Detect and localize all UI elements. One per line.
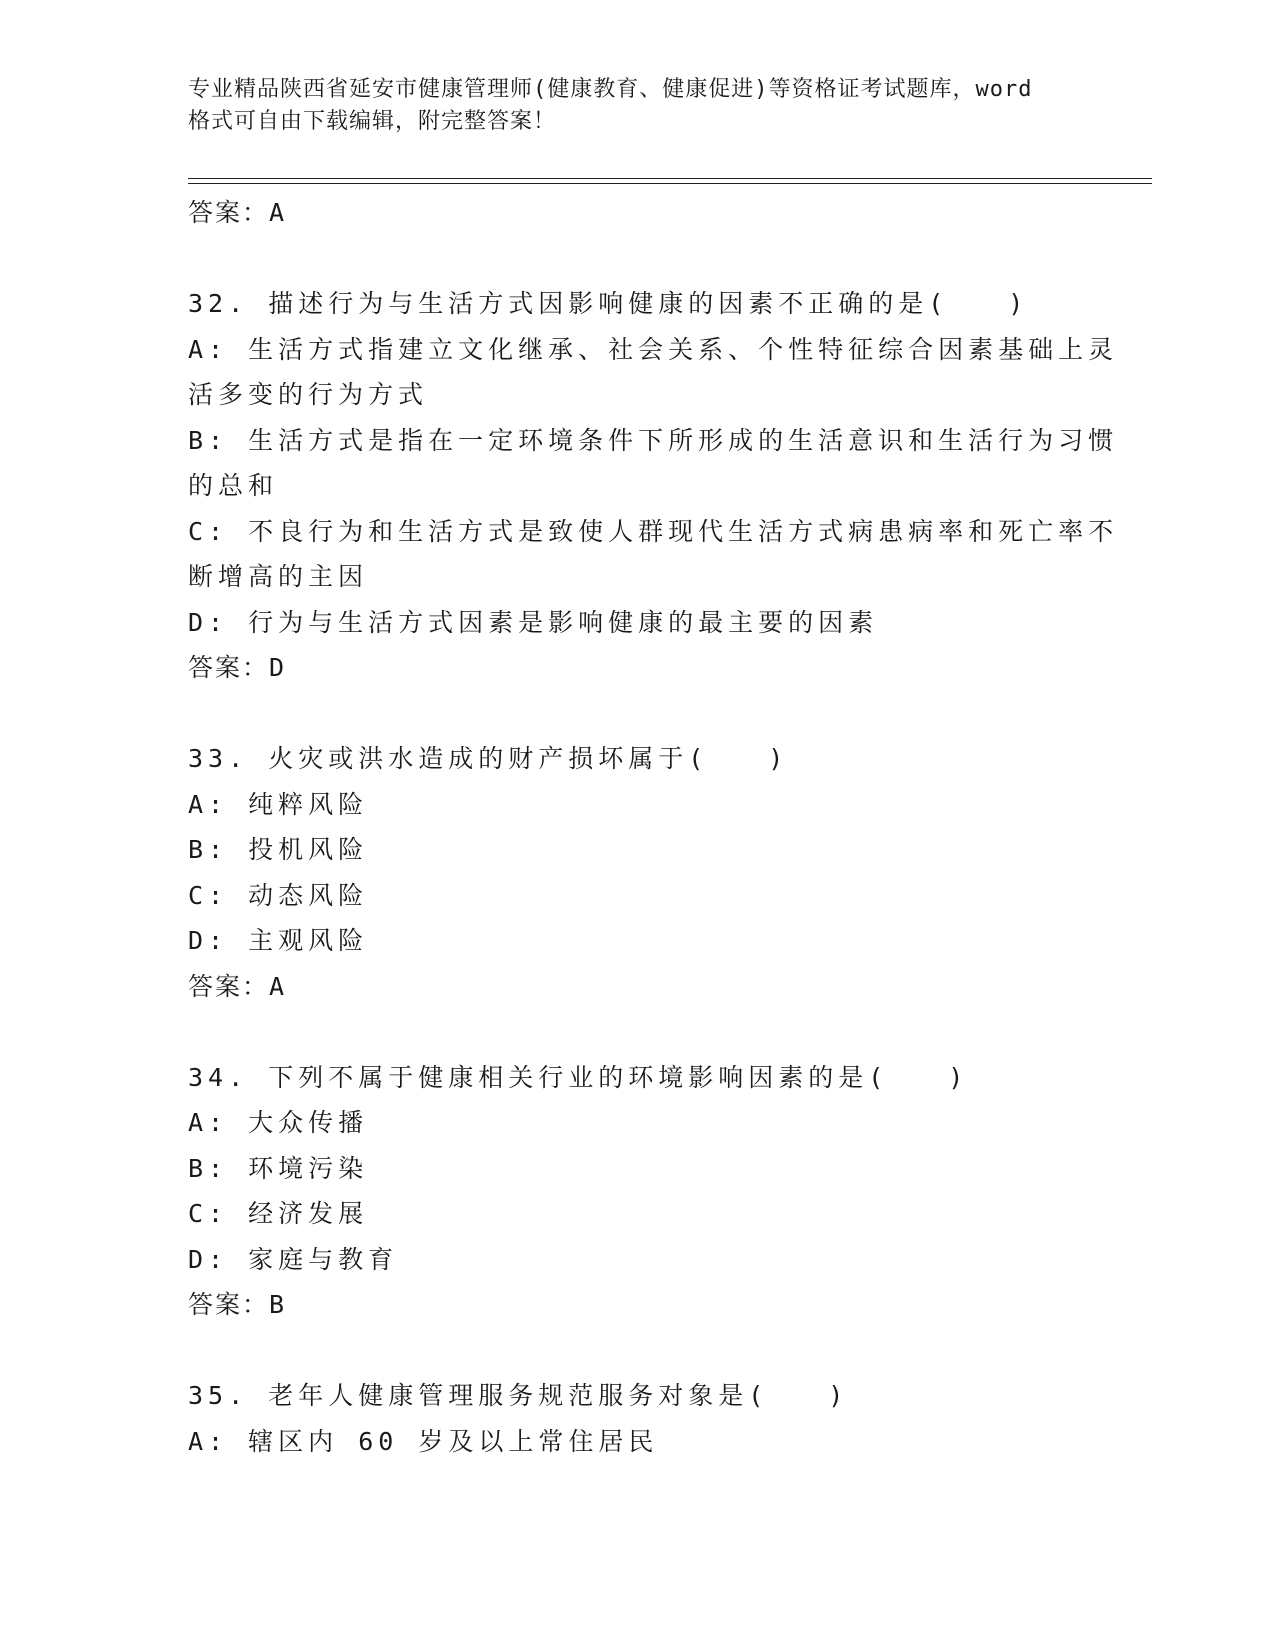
option-c-continued: 断增高的主因: [188, 562, 369, 591]
option-a: A: 纯粹风险: [188, 789, 369, 819]
option-c: C: 经济发展: [188, 1199, 369, 1228]
option-b: B: 生活方式是指在一定环境条件下所形成的生活意识和生活行为习惯: [188, 425, 1119, 455]
option-c: C: 不良行为和生活方式是致使人群现代生活方式病患病率和死亡率不: [188, 516, 1119, 546]
option-a: A: 生活方式指建立文化继承、社会关系、个性特征综合因素基础上灵: [188, 334, 1119, 364]
question-stem: 34. 下列不属于健康相关行业的环境影响因素的是( ): [188, 1062, 969, 1092]
header-line-2: 格式可自由下载编辑，附完整答案！: [188, 109, 557, 134]
header-divider-bottom: [188, 183, 1152, 184]
option-c: C: 动态风险: [188, 880, 369, 910]
option-a: A: 大众传播: [188, 1108, 369, 1137]
header-line-1: 专业精品陕西省延安市健康管理师(健康教育、健康促进)等资格证考试题库，word: [188, 77, 1033, 102]
question-32: [188, 281, 1119, 691]
option-b: B: 投机风险: [188, 835, 369, 864]
option-a: A: 辖区内 60 岁及以上常住居民: [188, 1426, 659, 1456]
answer-line: 答案：D: [188, 653, 287, 682]
spacer: [188, 691, 1088, 737]
option-a-continued: 活多变的行为方式: [188, 380, 429, 409]
option-d: D: 家庭与教育: [188, 1244, 399, 1274]
question-stem: 32. 描述行为与生活方式因影响健康的因素不正确的是( ): [188, 289, 1029, 318]
question-35: [188, 1373, 1088, 1464]
option-b-continued: 的总和: [188, 471, 279, 500]
answer-line: 答案：A: [188, 198, 287, 227]
document-header: [188, 74, 1088, 138]
question-33: [188, 736, 1088, 1009]
spacer: [188, 236, 1088, 282]
option-b: B: 环境污染: [188, 1153, 369, 1183]
spacer: [188, 1328, 1088, 1374]
option-d: D: 行为与生活方式因素是影响健康的最主要的因素: [188, 607, 879, 637]
answer-line: 答案：A: [188, 971, 287, 1001]
question-stem: 35. 老年人健康管理服务规范服务对象是( ): [188, 1381, 849, 1410]
answer-line: 答案：B: [188, 1290, 287, 1319]
question-list: [188, 190, 1119, 1464]
question-34: [188, 1055, 1088, 1328]
spacer: [188, 1009, 1088, 1055]
header-divider-top: [188, 178, 1152, 179]
option-d: D: 主观风险: [188, 926, 369, 955]
question-stem: 33. 火灾或洪水造成的财产损坏属于( ): [188, 744, 789, 773]
